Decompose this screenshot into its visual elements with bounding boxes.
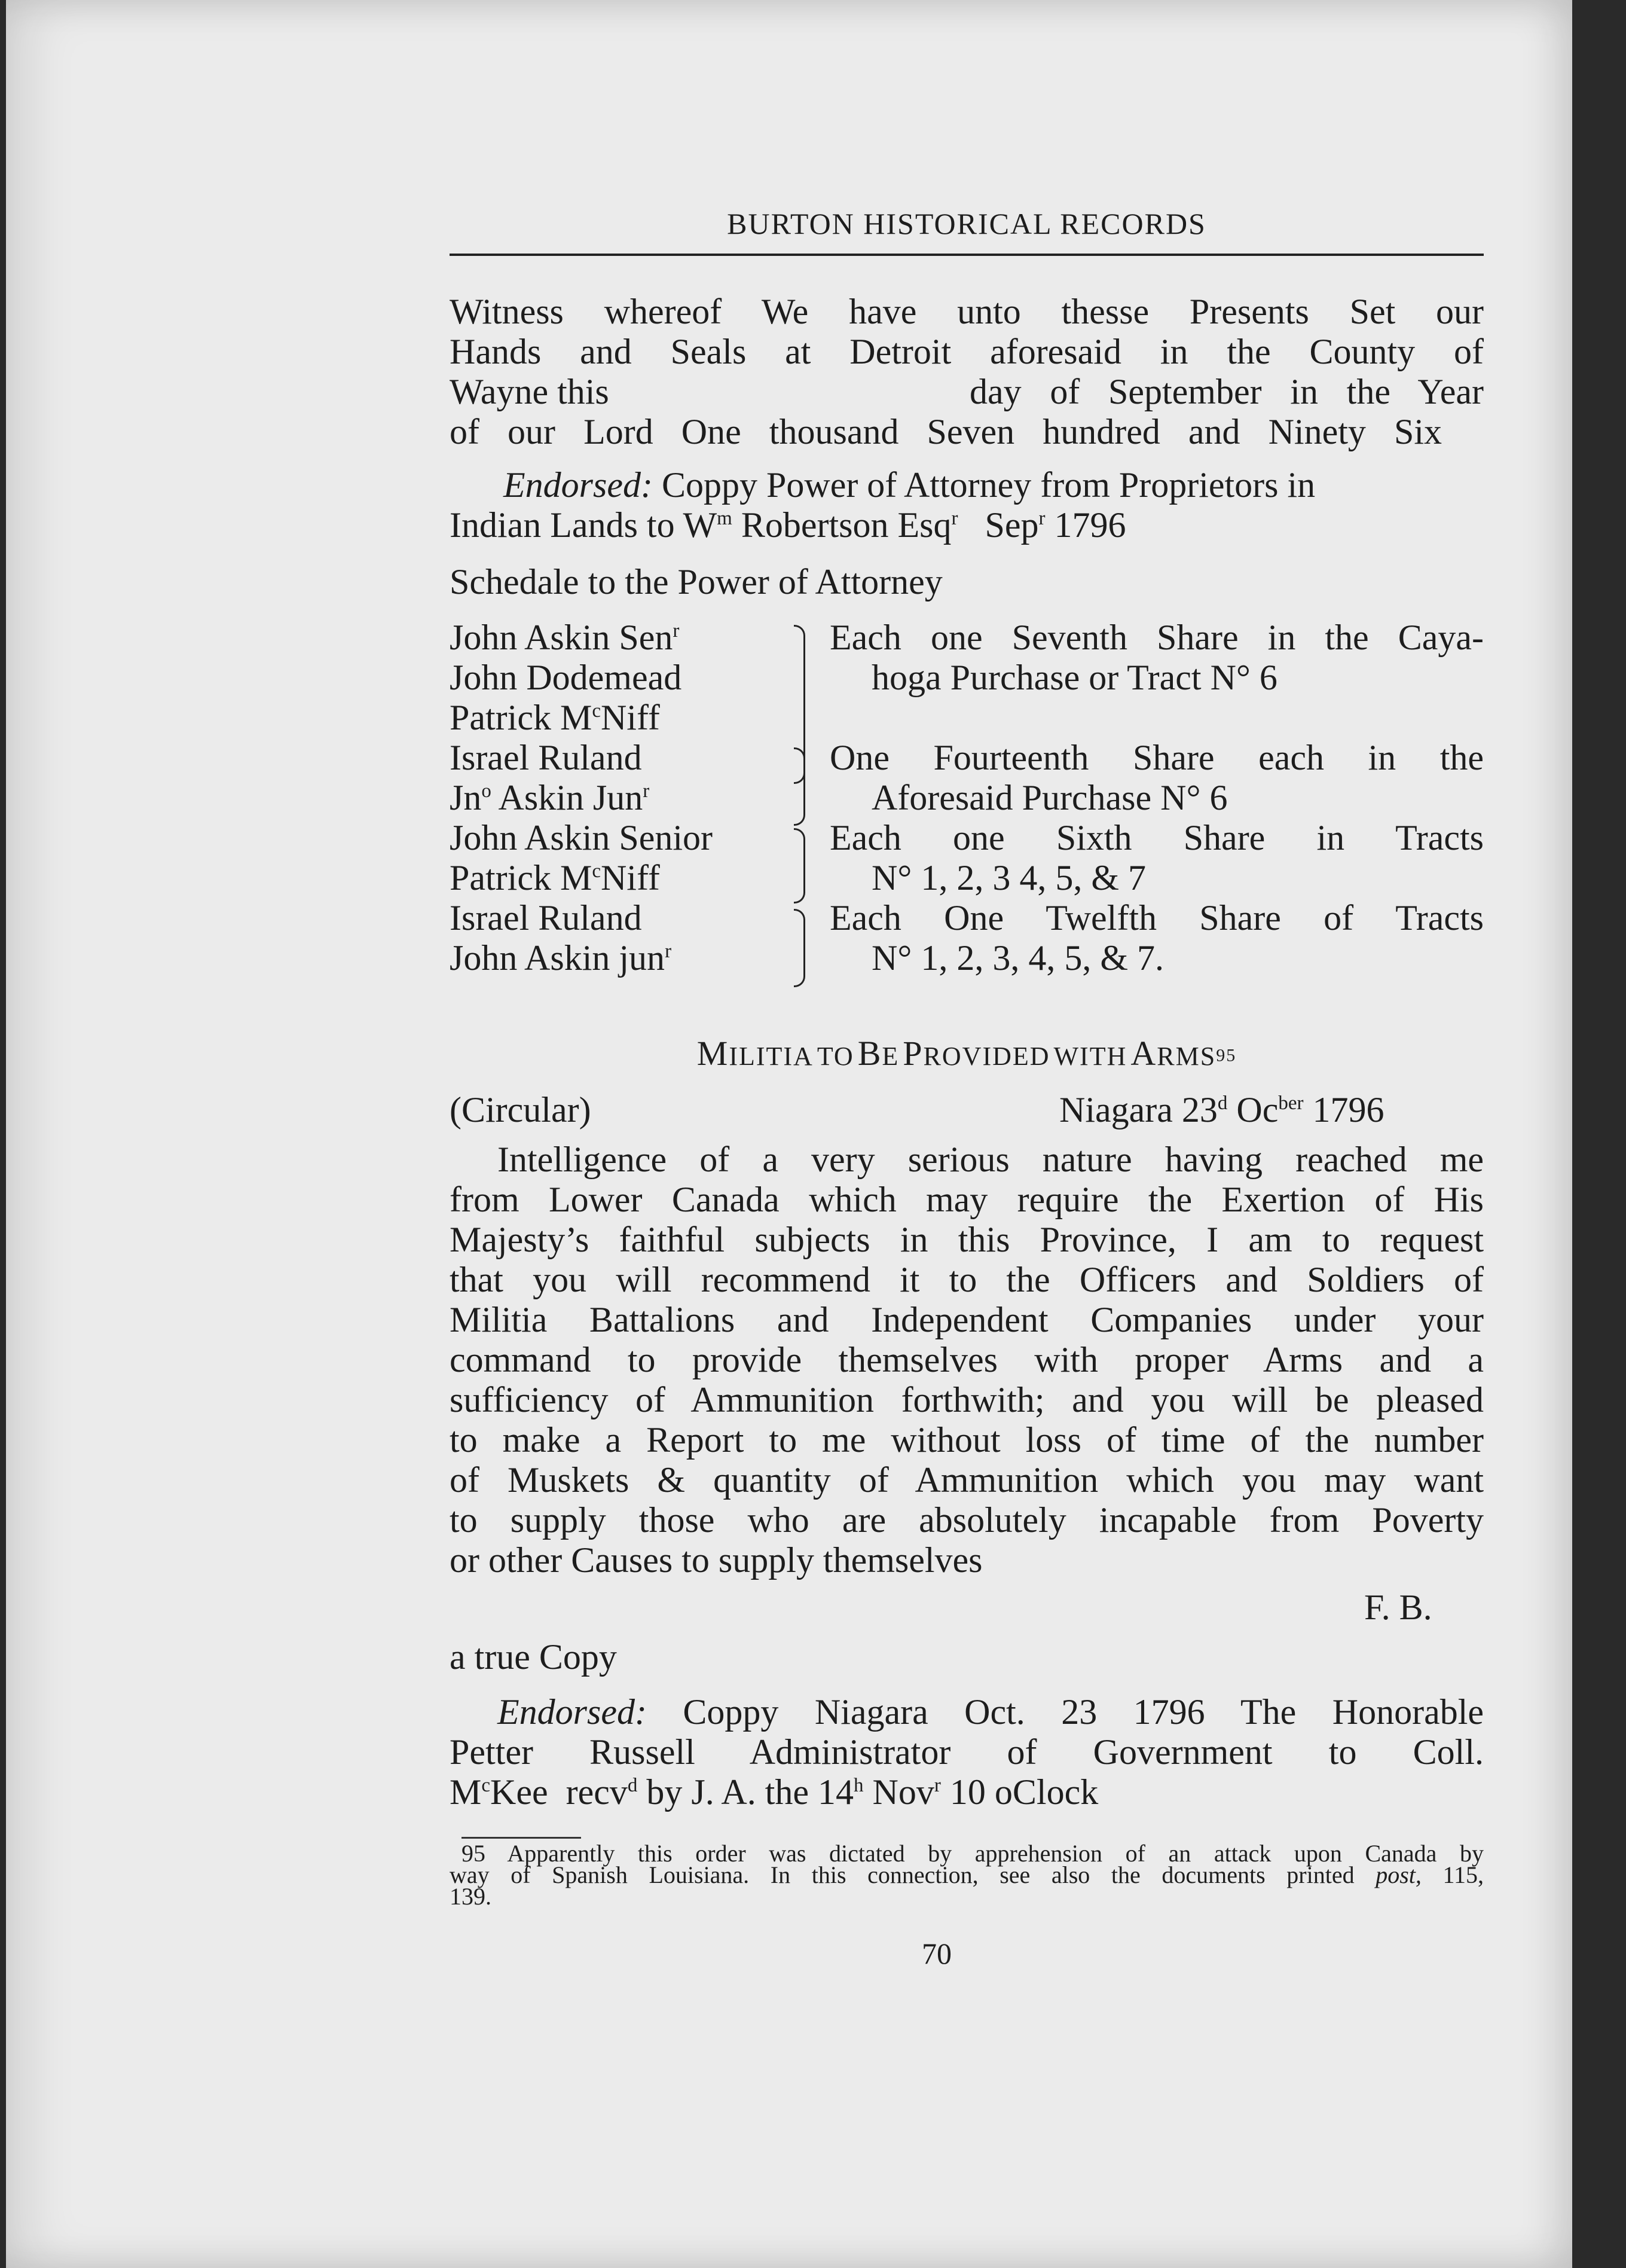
share-2-line-2: Aforesaid Purchase N° 6 — [872, 778, 1228, 817]
letter-line-10: to supply those who are absolutely incapable from Poverty — [450, 1500, 1484, 1540]
witness-line-3b: day of September in the Year — [970, 372, 1484, 411]
letter-line-9: of Muskets & quantity of Ammunition which you may want — [450, 1460, 1484, 1500]
share-4-line-2: N° 1, 2, 3, 4, 5, & 7. — [872, 938, 1164, 978]
endorsed-2-line-3: $M^cKee$ recv$^d$ by J. A. the 14$^h$ Nov$^r$ 10 oClock — [450, 1772, 1099, 1812]
share-3-line-2: N° 1, 2, 3 4, 5, & 7 — [872, 858, 1146, 898]
endorsed-2-line-1: Endorsed: Coppy Niagara Oct. 23 1796 The Honorable — [497, 1692, 1484, 1732]
schedule-name-9: John Askin jun$^r$ — [450, 938, 672, 978]
letter-line-2: from Lower Canada which may require the Exertion of His — [450, 1180, 1484, 1219]
footnote-line-3: 139. — [450, 1883, 491, 1910]
brace-group-4 — [794, 909, 805, 987]
footnote-ref: 95 — [1216, 1045, 1237, 1066]
schedule-name-5: Jn$^o$ Askin Jun$^r$ — [450, 778, 650, 817]
schedule-name-3: Patrick $M^cNiff$ — [450, 698, 660, 737]
page-number: 70 — [922, 1937, 952, 1970]
letter-line-3: Majesty’s faithful subjects in this Province, I am to request — [450, 1220, 1484, 1259]
brace-group-3 — [794, 828, 805, 903]
letter-line-4: that you will recommend it to the Officers and Soldiers of — [450, 1260, 1484, 1299]
header-rule — [450, 254, 1484, 256]
letter-line-1: Intelligence of a very serious nature having reached me — [497, 1140, 1484, 1179]
endorsed-1-line-2: Indian Lands to $W^m$ Robertson Esq$^r$ Sep$^r$ 1796 — [450, 505, 1126, 545]
schedule-name-2: John Dodemead — [450, 658, 682, 697]
footnote-line-1: 95 Apparently this order was dictated by apprehension of an attack upon Canada by — [461, 1840, 1484, 1867]
section-heading: MILITIA TO BE PROVIDED WITH ARMS$^{95}$ — [696, 1034, 1237, 1073]
witness-line-3a: Wayne this — [450, 372, 609, 411]
letter-line-8: to make a Report to me without loss of time of the number — [450, 1420, 1484, 1460]
letter-line-7: sufficiency of Ammunition forthwith; and you will be pleased — [450, 1380, 1484, 1420]
letter-date: Niagara 23$^d$ $Oc^{ber}$ 1796 — [1059, 1090, 1384, 1130]
share-1-line-1: Each one Seventh Share in the Caya- — [830, 618, 1484, 657]
witness-line-4: of our Lord One thousand Seven hundred and Ninety Six — [450, 412, 1442, 451]
footnote-rule — [461, 1837, 581, 1839]
share-3-line-1: Each one Sixth Share in Tracts — [830, 818, 1484, 857]
circular-label: (Circular) — [450, 1090, 591, 1130]
schedule-name-4: Israel Ruland — [450, 738, 642, 777]
share-4-line-1: Each One Twelfth Share of Tracts — [830, 898, 1484, 938]
brace-group-2 — [794, 747, 805, 826]
witness-line-2: Hands and Seals at Detroit aforesaid in the County of — [450, 332, 1484, 371]
schedule-name-8: Israel Ruland — [450, 898, 642, 938]
schedule-name-1: John Askin Sen$^r$ — [450, 618, 680, 657]
footnote-line-2: way of Spanish Louisiana. In this connection, see also the documents printed post, 115, — [450, 1861, 1484, 1888]
running-header: BURTON HISTORICAL RECORDS — [727, 207, 1206, 240]
witness-line-1: Witness whereof We have unto thesse Presents Set our — [450, 292, 1484, 331]
schedule-name-6: John Askin Senior — [450, 818, 713, 857]
letter-line-11: or other Causes to supply themselves — [450, 1540, 983, 1580]
letter-line-5: Militia Battalions and Independent Companies under your — [450, 1300, 1484, 1339]
endorsed-2-line-2: Petter Russell Administrator of Government to Coll. — [450, 1732, 1484, 1772]
schedule-title: Schedale to the Power of Attorney — [450, 562, 943, 602]
endorsed-1-text: Coppy Power of Attorney from Proprietors in — [661, 465, 1316, 505]
signature: F. B. — [1364, 1588, 1432, 1627]
page-sheet — [6, 0, 1572, 2268]
share-1-line-2: hoga Purchase or Tract N° 6 — [872, 658, 1277, 697]
share-2-line-1: One Fourteenth Share each in the — [830, 738, 1484, 777]
endorsed-label: Endorsed: — [503, 465, 653, 505]
true-copy: a true Copy — [450, 1637, 617, 1677]
endorsed-1-line-1 — [503, 465, 1484, 505]
letter-line-6: command to provide themselves with proper Arms and a — [450, 1340, 1484, 1379]
schedule-name-7: Patrick $M^cNiff$ — [450, 858, 660, 898]
